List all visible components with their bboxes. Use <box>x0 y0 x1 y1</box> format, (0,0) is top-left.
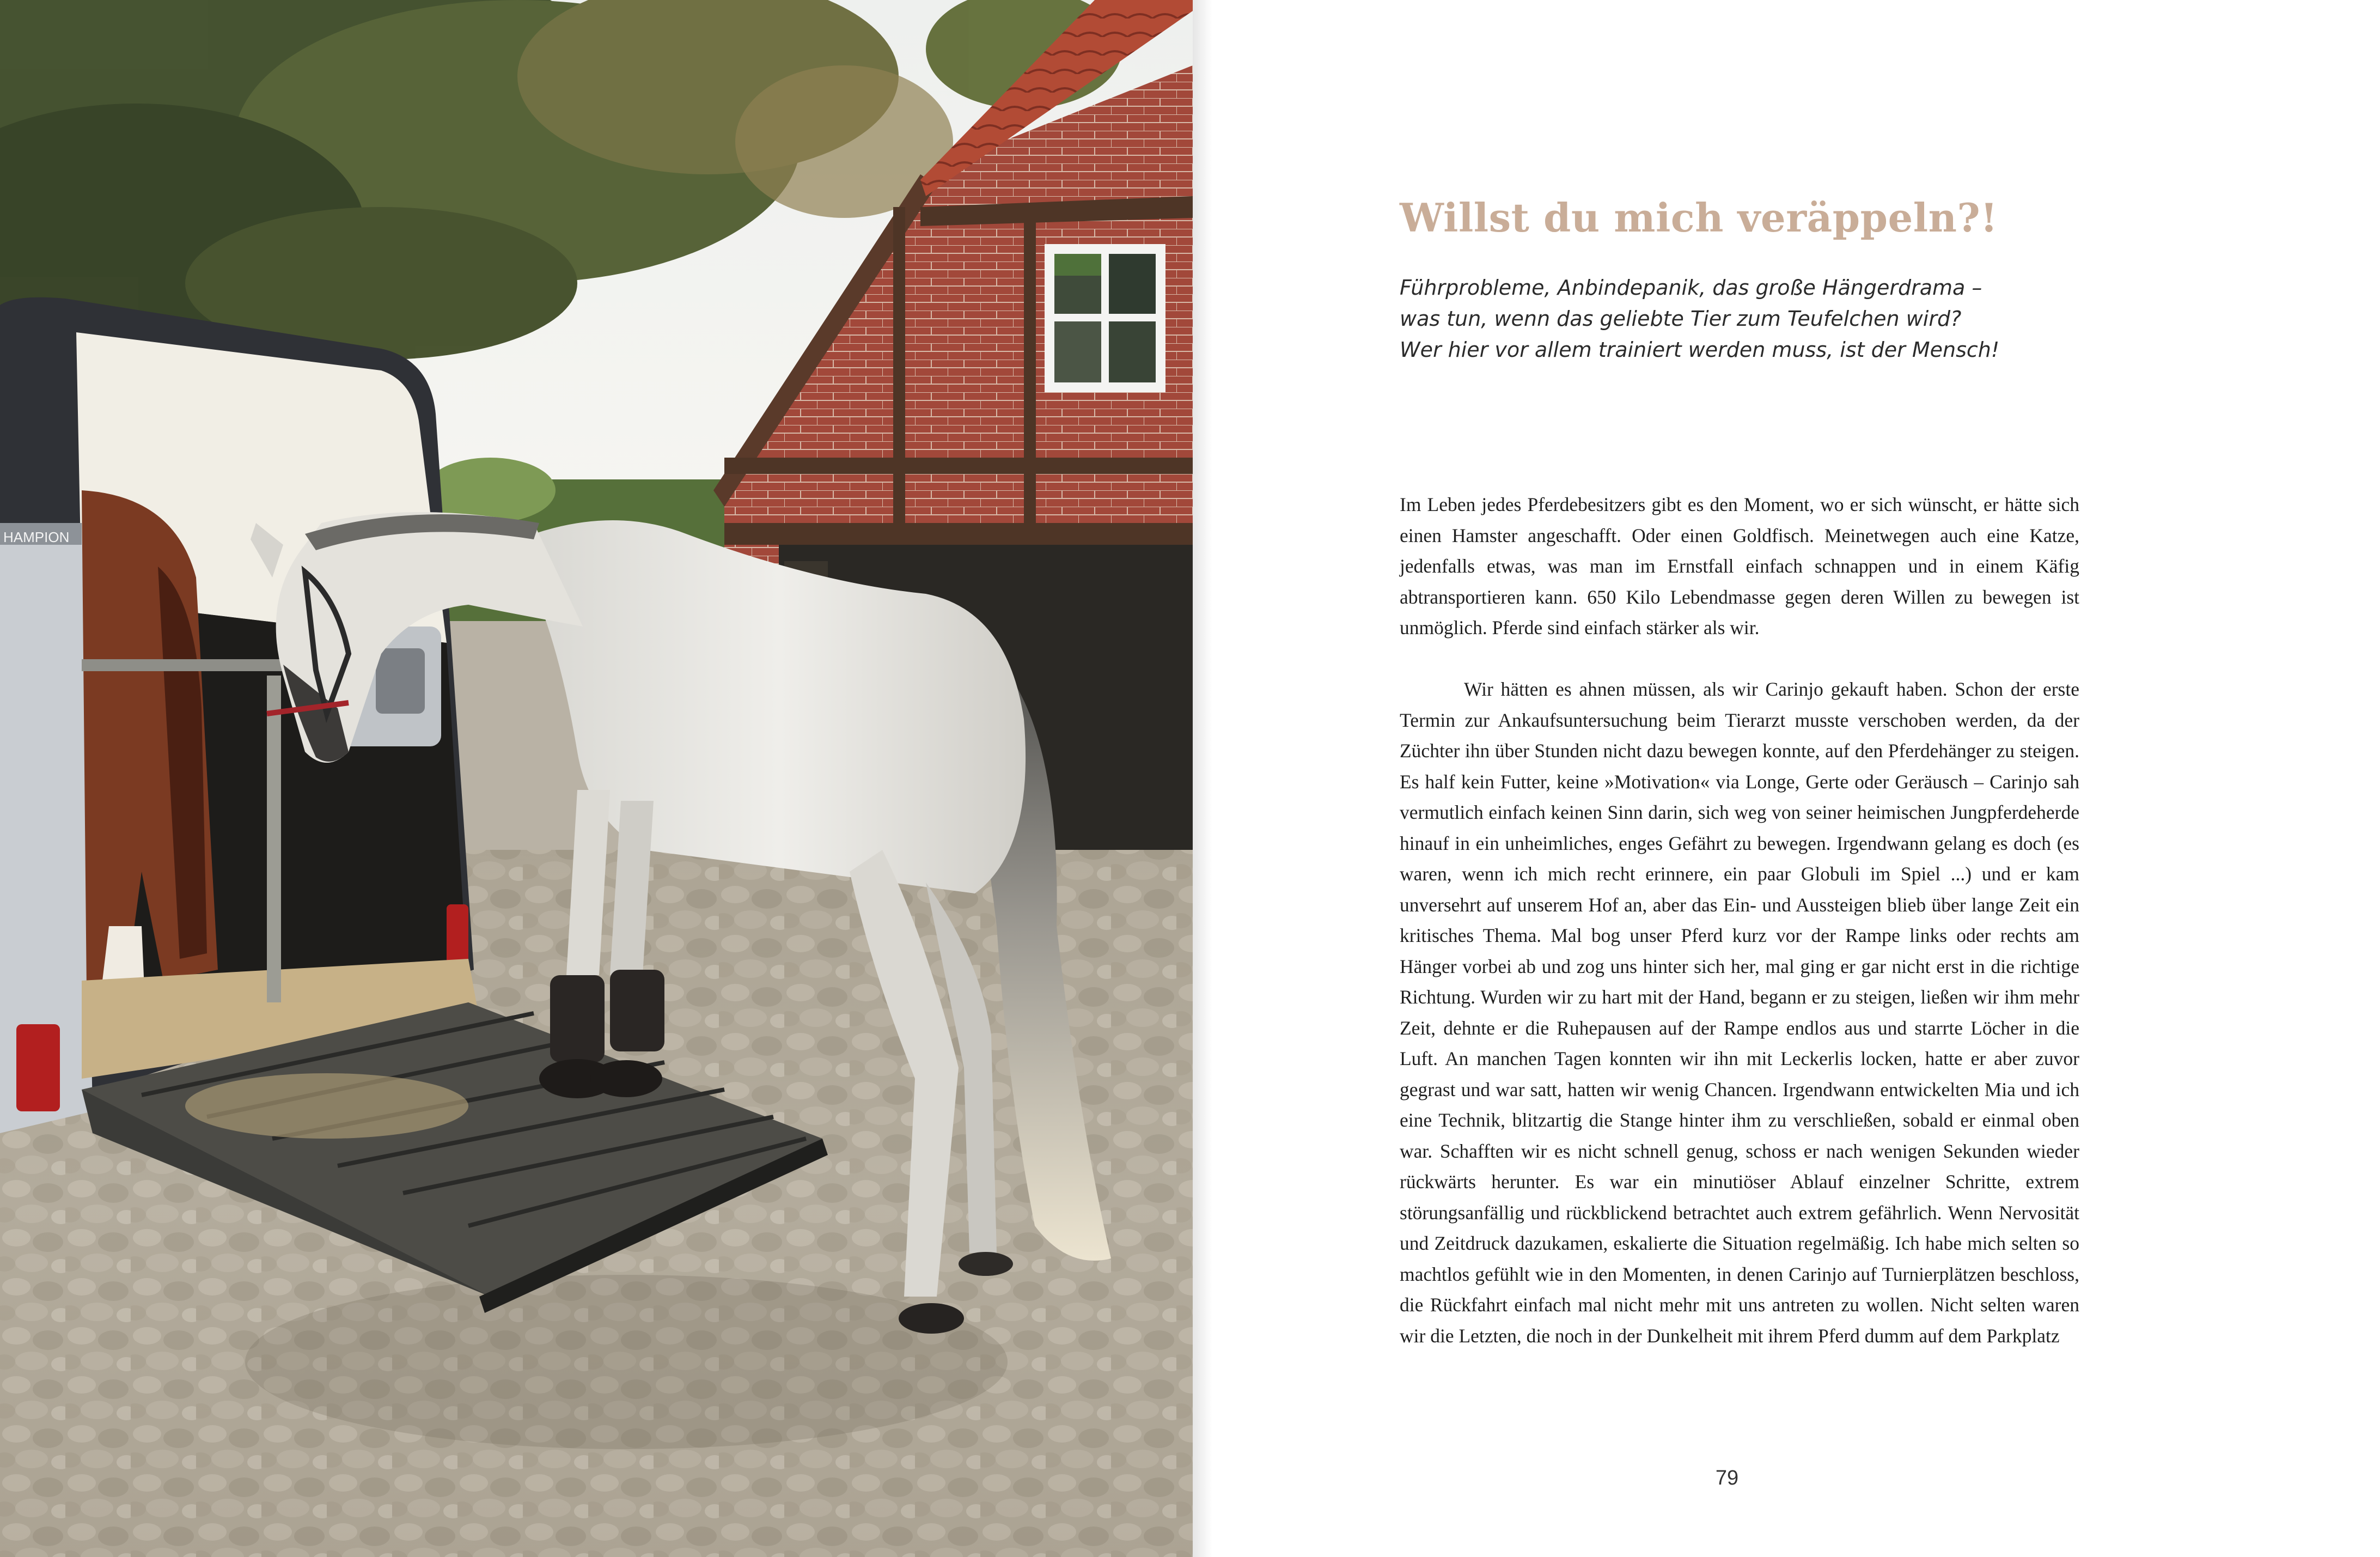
intro-line: Wer hier vor allem trainiert werden muss, ist der Mensch! <box>1400 338 2000 362</box>
horse-trailer <box>0 297 479 1133</box>
intro-line: Führprobleme, Anbindepanik, das große Hängerdrama – <box>1400 276 1982 300</box>
body-paragraph: Im Leben jedes Pferdebesitzers gibt es den Moment, wo er sich wünscht, er hätte sich einen Hamster angeschafft. Oder einen Goldfisch. Meinetwegen auch eine Katze, jedenfalls etwas, was man im Ernstfall einfach schnappen und in einem Käfig abtransportieren kann. 650 Kilo Lebendmasse gegen deren Willen zu bewegen ist unmöglich. Pferde sind einfach stärker als wir. <box>1400 494 2079 638</box>
article-title: Willst du mich veräppeln?! <box>1400 194 1998 241</box>
trailer-brand-label: HAMPION <box>3 529 70 545</box>
text-page <box>1212 0 2380 1557</box>
article-body <box>1400 489 2079 1351</box>
intro-line: was tun, wenn das geliebte Tier zum Teufelchen wird? <box>1400 307 1962 331</box>
page-gutter-shadow <box>1193 0 1212 1557</box>
body-paragraph: Wir hätten es ahnen müssen, als wir Carinjo gekauft haben. Schon der erste Termin zur Ankaufsuntersuchung beim Tierarzt musste verschoben werden, da der Züchter ihn über Stunden nicht dazu bewegen konnte, auf den Pferdehänger zu steigen. Es half kein Futter, keine »Motivation« via Longe, Gerte oder Geräusch – Carinjo sah vermutlich einfach keinen Sinn darin, sich weg von seiner heimischen Jungpferdeherde hinauf in ein unheimliches, enges Gefährt zu bewegen. Irgendwann gelang es doch (es waren, wenn ich mich recht erinnere, ein paar Globuli im Spiel ...) und er kam unversehrt auf unserem Hof an, aber das Ein- und Aussteigen blieb über lange Zeit ein kritisches Thema. Mal bog unser Pferd kurz vor der Rampe links oder rechts am Hänger vorbei ab und zog uns hinter sich her, mal ging er gar nicht erst in die richtige Richtung. Wurden wir zu hart mit der Hand, begann er zu steigen, ließen wir ihm mehr Zeit, dehnte er die Ruhepausen auf der Rampe endlos aus und starrte Löcher in die Luft. An manchen Tagen konnten wir ihn mit Leckerlis locken, hatte er aber zuvor gegrast und war satt, hatten wir wenig Chancen. Irgendwann entwickelten Mia und ich eine Technik, blitzartig die Stange hinter ihm zu verschließen, sobald er einmal oben war. Schafften wir es nicht schnell genug, schoss er nach wenigen Sekunden wieder rückwärts herunter. Es war ein minutiöser Ablauf einzelner Schritte, extrem störungsanfällig und rückblickend betrachtet auch extrem gefährlich. Wenn Nervosität und Zeitdruck dazukamen, eskalierte die Situation regelmäßig. Ich habe mich selten so machtlos gefühlt wie in den Momenten, in denen Carinjo auf Turnierplätzen beschloss, die Rückfahrt einfach mal nicht mehr mit uns antreten zu wollen. Nicht selten waren wir die Letzten, die noch in der Dunkelheit mit ihrem Pferd dumm auf dem Parkplatz <box>1400 678 2079 1347</box>
article-intro <box>1400 272 2162 366</box>
page-number: 79 <box>1715 1467 1739 1489</box>
